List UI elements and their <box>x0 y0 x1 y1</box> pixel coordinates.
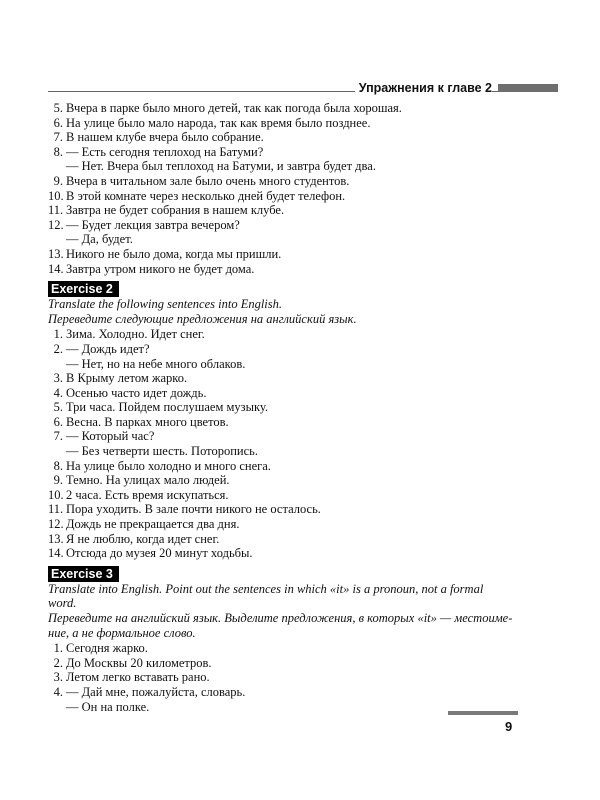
item-number: 11. <box>48 502 64 517</box>
item-text: Завтра утром никого не будет дома. <box>66 261 255 276</box>
page-content <box>48 100 558 714</box>
list-item <box>48 517 558 532</box>
item-number: 1. <box>53 641 63 656</box>
header-bar <box>498 84 558 92</box>
exercise3-instruction-en <box>48 582 558 611</box>
list-item <box>48 130 558 145</box>
item-text: — Будет лекция завтра вечером? <box>66 217 240 232</box>
list-item <box>48 116 558 131</box>
item-text: В Крыму летом жарко. <box>66 371 188 386</box>
item-text: В нашем клубе вчера было собрание. <box>66 130 264 145</box>
exercise3-instruction-en-line1: Translate into English. Point out the sentences in which «it» is a pronoun, not a formal <box>48 581 484 596</box>
list-item <box>48 247 558 262</box>
list-item <box>48 189 558 204</box>
item-text: — Нет, но на небе много облаков. <box>66 356 246 371</box>
item-text: Вчера в читальном зале было очень много студентов. <box>66 173 350 188</box>
chapter-title: Упражнения к главе 2 <box>355 80 492 97</box>
item-text: Темно. На улицах мало людей. <box>66 473 230 488</box>
list-item <box>48 400 558 415</box>
item-text: На улице было холодно и много снега. <box>66 458 271 473</box>
item-text: — Дай мне, пожалуйста, словарь. <box>66 684 246 699</box>
item-text: Пора уходить. В зале почти никого не осталось. <box>66 502 321 517</box>
item-text: Сегодня жарко. <box>66 641 148 656</box>
item-text: В этой комнате через несколько дней будет телефон. <box>66 188 346 203</box>
item-number: 2. <box>53 341 63 356</box>
item-text: Завтра не будет собрания в нашем клубе. <box>66 203 285 218</box>
exercise3-instruction-ru-line1: Переведите на английский язык. Выделите предложения, в которых «it» — местоиме- <box>48 611 513 625</box>
list-item <box>48 203 558 218</box>
list-item <box>48 502 558 517</box>
item-text: Весна. В парках много цветов. <box>66 414 229 429</box>
item-text: Зима. Холодно. Идет снег. <box>66 327 205 342</box>
list-item <box>48 159 558 174</box>
item-number: 8. <box>53 144 63 159</box>
item-number: 2. <box>53 655 63 670</box>
exercise3-list <box>48 641 558 714</box>
list-item <box>48 488 558 503</box>
item-number: 3. <box>53 670 63 685</box>
item-text: — Который час? <box>66 429 155 444</box>
item-number: 5. <box>53 400 63 415</box>
list-item <box>48 670 558 685</box>
list-item <box>48 145 558 160</box>
item-text: — Без четверти шесть. Поторопись. <box>66 444 258 459</box>
item-text: — Он на полке. <box>66 699 150 714</box>
list-item <box>48 174 558 189</box>
list-item <box>48 415 558 430</box>
item-number: 4. <box>53 684 63 699</box>
item-number: 4. <box>53 385 63 400</box>
list-item <box>48 429 558 444</box>
exercise2-instruction-en: Translate the following sentences into English. <box>48 297 283 312</box>
item-text: Никого не было дома, когда мы пришли. <box>66 246 282 261</box>
list-item <box>48 262 558 277</box>
exercise3-instruction-en-line2: word. <box>48 596 77 611</box>
item-number: 14. <box>48 546 64 561</box>
item-text: — Есть сегодня теплоход на Батуми? <box>66 144 264 159</box>
item-number: 13. <box>48 531 64 546</box>
list-item <box>48 685 558 700</box>
item-text: Три часа. Пойдем послушаем музыку. <box>66 400 269 415</box>
list-item <box>48 371 558 386</box>
list-item <box>48 546 558 561</box>
item-number: 12. <box>48 217 64 232</box>
exercise1-list <box>48 101 558 276</box>
item-number: 13. <box>48 246 64 261</box>
list-item <box>48 218 558 233</box>
list-item <box>48 641 558 656</box>
item-number: 6. <box>53 115 63 130</box>
item-text: Вчера в парке было много детей, так как погода была хорошая. <box>66 101 402 115</box>
item-number: 10. <box>48 487 64 502</box>
list-item <box>48 532 558 547</box>
exercise3-heading: Exercise 3 <box>48 566 119 582</box>
item-text: На улице было мало народа, так как время было позднее. <box>66 115 371 130</box>
exercise2-list <box>48 327 558 561</box>
exercise2-instruction-ru: Переведите следующие предложения на английский язык. <box>48 311 357 326</box>
item-text: — Дождь идет? <box>66 341 150 356</box>
item-text: 2 часа. Есть время искупаться. <box>66 487 229 502</box>
item-number: 9. <box>53 473 63 488</box>
list-item <box>48 656 558 671</box>
list-item <box>48 101 558 116</box>
running-header <box>48 80 558 98</box>
footer-bar <box>448 711 518 715</box>
item-number: 6. <box>53 414 63 429</box>
page-number: 9 <box>505 719 513 734</box>
item-number: 9. <box>53 173 63 188</box>
exercise3-instruction-ru-line2: ние, а не формальное слово. <box>48 625 196 640</box>
item-text: Я не люблю, когда идет снег. <box>66 531 220 546</box>
list-item <box>48 444 558 459</box>
item-text: — Да, будет. <box>66 232 133 247</box>
list-item <box>48 232 558 247</box>
item-number: 10. <box>48 188 64 203</box>
list-item <box>48 327 558 342</box>
item-number: 1. <box>53 327 63 342</box>
item-text: Дождь не прекращается два дня. <box>66 517 240 532</box>
item-number: 7. <box>53 429 63 444</box>
item-number: 5. <box>53 101 63 115</box>
item-text: Осенью часто идет дождь. <box>66 385 207 400</box>
list-item <box>48 357 558 372</box>
item-text: До Москвы 20 километров. <box>66 655 212 670</box>
item-number: 3. <box>53 371 63 386</box>
item-number: 11. <box>48 203 64 218</box>
item-number: 12. <box>48 517 64 532</box>
list-item <box>48 459 558 474</box>
item-text: — Нет. Вчера был теплоход на Батуми, и завтра будет два. <box>66 159 376 174</box>
item-number: 7. <box>53 130 63 145</box>
list-item <box>48 473 558 488</box>
exercise2-heading: Exercise 2 <box>48 281 119 297</box>
list-item <box>48 342 558 357</box>
item-number: 14. <box>48 261 64 276</box>
item-text: Отсюда до музея 20 минут ходьбы. <box>66 546 253 561</box>
item-text: Летом легко вставать рано. <box>66 670 210 685</box>
list-item <box>48 386 558 401</box>
item-number: 8. <box>53 458 63 473</box>
exercise3-instruction-ru <box>48 611 558 640</box>
